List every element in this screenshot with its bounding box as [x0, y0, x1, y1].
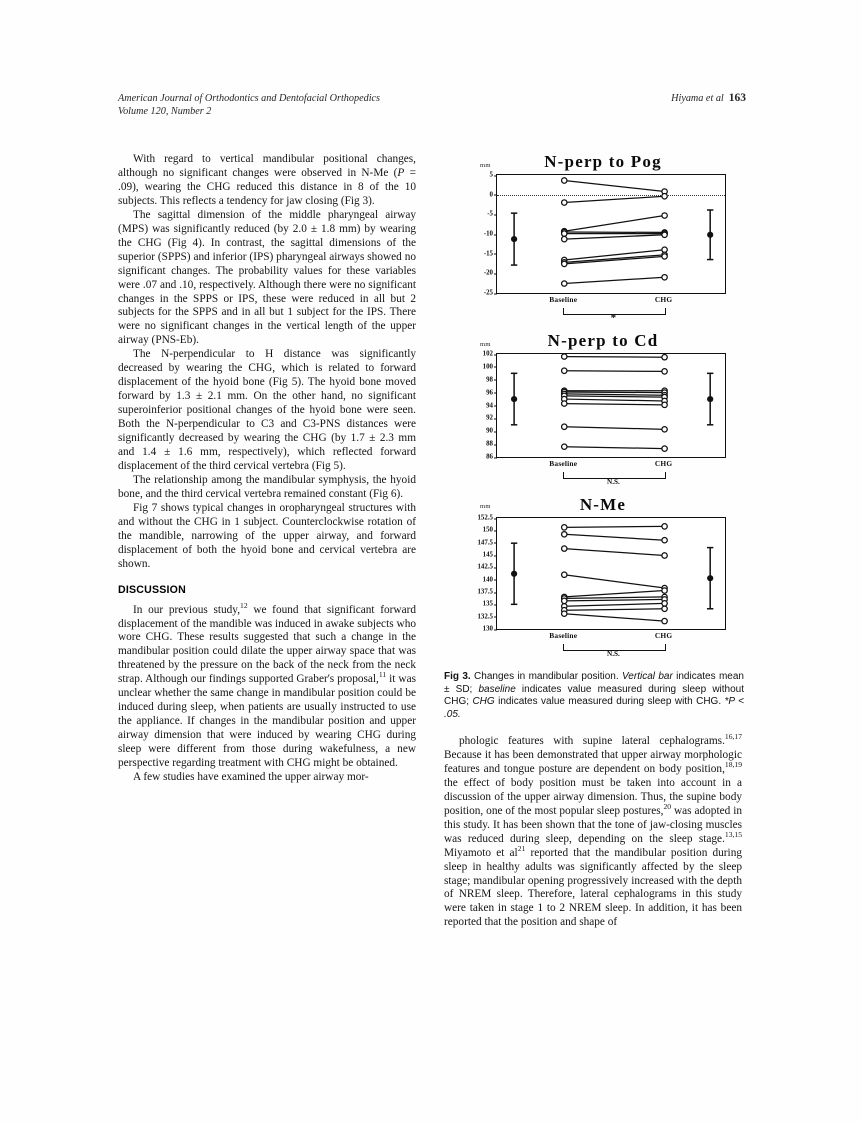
y-axis-tick: 132.5: [477, 613, 493, 621]
subject-slope-lines: [497, 354, 725, 457]
chart-title: N-Me: [579, 495, 627, 514]
y-axis-tick: 92: [486, 414, 493, 422]
page-number: 163: [728, 92, 746, 104]
caption-emphasis: CHG: [472, 696, 495, 708]
caption-label: Fig 3.: [444, 671, 471, 682]
section-heading-discussion: DISCUSSION: [118, 583, 186, 596]
paragraph: In our previous study,$^{12}$ we found that significant forward displacement of the mandible was induced in awake subjects who wore CHG. These results suggested that such a change in the mandibular position could dilate the upper airway space that was threatened by the pressure on the back of the neck from the neck strap. Although our findings supported Graber's proposal,$^{11}$ it was unclear whether the same change in mandibular position could be induced during sleep, when patients are usually instructed to use the appliance. If changes in the mandibular position and upper airway dimension that were induced by wearing CHG during sleep were different from those during wakefulness, a new perspective regarding treatment with CHG might be obtained.: [118, 600, 417, 770]
y-axis-tick: -10: [483, 230, 493, 238]
significance-label: N.S.: [607, 478, 620, 486]
significance-label: *: [610, 312, 617, 324]
caption-segment: Changes in mandibular position.: [470, 671, 622, 682]
chart-n-perp-to-pog: [444, 152, 744, 327]
y-axis-tick: 137.5: [477, 588, 493, 596]
chart-n-perp-to-cd: [444, 331, 744, 491]
x-axis-label: Baseline: [549, 459, 578, 468]
subject-slope-lines: [497, 175, 725, 293]
significance-bracket-group: [496, 643, 724, 663]
paragraph: Fig 7 shows typical changes in oropharyngeal structures with and without the CHG in 1 subject. Counterclockwise rotation of the mandible, narrowing of the upper airway, and forward displacement of both the hyoid bone and cervical vertebra are shown.: [118, 501, 416, 570]
right-text-column: [444, 732, 742, 930]
y-axis-tick: -15: [483, 250, 493, 258]
y-axis-tick: 98: [486, 376, 493, 384]
x-axis-label: Baseline: [549, 631, 578, 640]
y-axis-tick: 130: [482, 625, 493, 633]
plot-area: [483, 171, 726, 297]
chart-unit-label: mm: [480, 162, 491, 169]
x-axis-labels: [496, 458, 724, 471]
y-axis-tick: 94: [486, 402, 493, 409]
x-axis-label: CHG: [654, 459, 673, 468]
x-axis-labels: [496, 294, 724, 307]
x-axis-label: CHG: [654, 295, 673, 304]
chart-title: N-perp to Cd: [547, 331, 659, 350]
subject-slope-lines: [497, 518, 725, 629]
y-axis-tick: 147.5: [477, 539, 493, 547]
paragraph: The N-perpendicular to H distance was significantly decreased by wearing the CHG, which is related to forward displacement of the hyoid bone (Fig 5). The hyoid bone moved forward by 1.3 ± 2.1 mm. On the other hand, no significant superoinferior positional changes of the hyoid bone were seen. Both the N-perpendicular to C3 and C3-PNS distances were significantly decreased by wearing the CHG (by 1.7 ± 2.3 mm and 1.4 ± 1.6 mm, respectively), which reflected forward displacement of the third cervical vertebra (Fig 5).: [118, 348, 416, 472]
figure-3: [444, 152, 744, 721]
caption-segment: indicates mean ± SD;: [444, 671, 744, 695]
y-axis-tick: 150: [482, 526, 493, 534]
journal-volume-line: Volume 120, Number 2: [118, 106, 212, 118]
caption-emphasis: baseline: [478, 683, 516, 695]
y-axis-tick: 145: [482, 551, 493, 559]
running-head-authors: [671, 92, 746, 105]
significance-label: N.S.: [607, 650, 620, 658]
caption-significance-note: *P < .05.: [444, 696, 745, 720]
chart-n-me: [444, 495, 744, 663]
y-axis-tick: 0: [489, 191, 493, 199]
caption-segment: indicates value measured during sleep without CHG;: [444, 683, 744, 708]
caption-emphasis: Vertical bar: [622, 671, 673, 682]
plot-area: [482, 350, 726, 461]
y-axis-tick: 152.5: [477, 514, 493, 522]
x-axis-label: CHG: [654, 631, 673, 640]
y-axis-tick: -5: [487, 210, 493, 218]
chart-title: N-perp to Pog: [544, 152, 662, 171]
x-axis-label: Baseline: [549, 295, 578, 304]
authors-text: Hiyama et al: [671, 93, 724, 104]
x-axis-labels: [496, 630, 724, 643]
y-axis-tick: 96: [486, 389, 493, 397]
y-axis-tick: -25: [483, 289, 493, 297]
y-axis-tick: 140: [482, 576, 493, 584]
significance-bracket-group: [496, 307, 724, 327]
y-axis-tick: 90: [486, 427, 493, 435]
caption-segment: indicates value measured during sleep with CHG.: [494, 696, 725, 708]
y-axis-tick: 102: [482, 350, 493, 358]
y-axis-tick: -20: [483, 269, 493, 277]
figure-caption: [444, 671, 744, 721]
paragraph: With regard to vertical mandibular positional changes, although no significant changes were observed in N-Me (P = .09), wearing the CHG reduced this distance in 8 of the 10 subjects. This reflects a tendency for jaw closing (Fig 3).: [118, 153, 416, 207]
y-axis-tick: 5: [489, 171, 493, 179]
journal-title-line: American Journal of Orthodontics and Dentofacial Orthopedics: [118, 93, 381, 104]
y-axis-tick: 135: [482, 600, 493, 608]
y-axis-tick: 142.5: [477, 563, 493, 571]
plot-area: [477, 514, 726, 633]
paragraph: The relationship among the mandibular symphysis, the hyoid bone, and the third cervical vertebra remained constant (Fig 6).: [118, 473, 416, 500]
chart-unit-label: mm: [480, 341, 491, 348]
left-text-column: [118, 153, 416, 785]
significance-bracket-group: [496, 471, 724, 491]
paragraph: A few studies have examined the upper airway mor-: [133, 770, 369, 783]
chart-unit-label: mm: [480, 503, 491, 510]
running-head: [118, 92, 746, 118]
y-axis-tick: 100: [482, 363, 493, 371]
y-axis-tick: 88: [486, 440, 493, 448]
journal-name: [118, 92, 538, 118]
paragraph: phologic features with supine lateral cephalograms.$^{16,17}$ Because it has been demonstrated that upper airway morphologic features and tongue posture are dependent on body position,$^{18,19}$ the effect of body position must be taken into account in a discussion of the upper airway dimension. Thus, the supine body position, one of the most popular sleep postures,$^{20}$ was adopted in this study. It has been shown that the tone of jaw-closing muscles was reduced during sleep, depending on the sleep stage.$^{13,15}$ Miyamoto et $al^{21}$ reported that the mandibular position during sleep in healthy adults was significantly affected by the sleep stage; mandibular opening progressively increased with the depth of NREM sleep. Therefore, lateral cephalograms in this study were taken in stage 1 to 2 NREM sleep. In addition, it has been reported that the position and shape of: [444, 732, 742, 929]
paragraph: The sagittal dimension of the middle pharyngeal airway (MPS) was significantly reduced (by 2.0 ± 1.8 mm) by wearing the CHG (Fig 4). In contrast, the sagittal dimensions of the superior (SPPS) and inferior (IPS) pharyngeal airways showed no significant changes. The probability values for these variables were .07 and .10, respectively. Although there were no significant changes in the SPPS or IPS, these were reduced in all but 2 subjects for the SPPS and in all but 1 subject for the IPS. There were no significant changes in the vertical length of the upper airway (PNS-Eb).: [118, 208, 416, 347]
y-axis-tick: 86: [486, 453, 493, 461]
